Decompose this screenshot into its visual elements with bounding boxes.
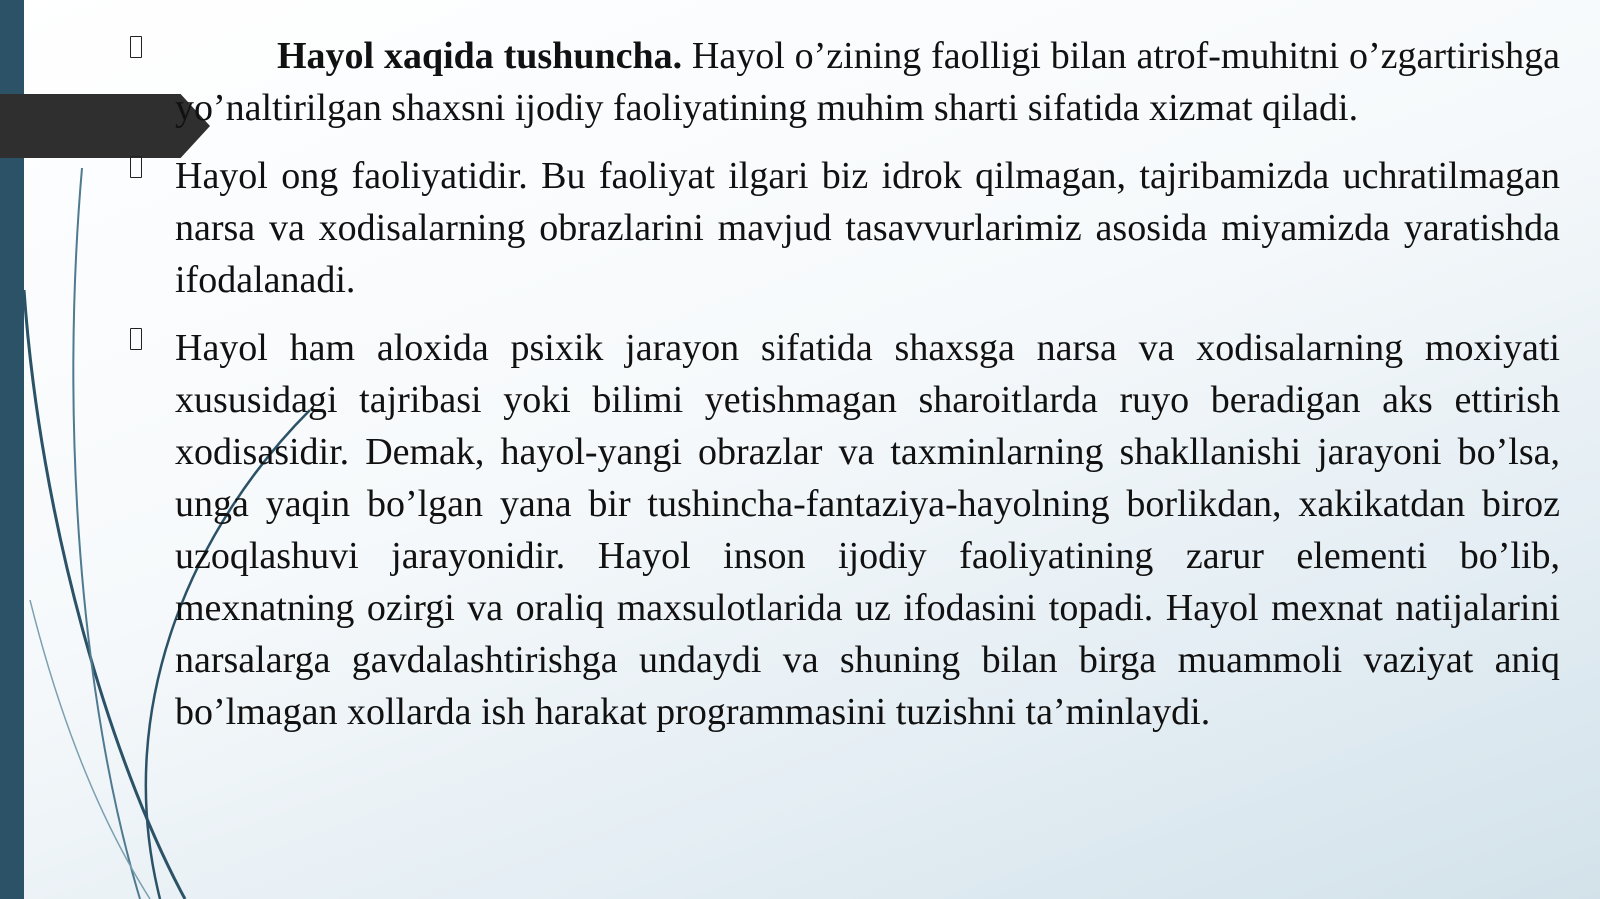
paragraph-2-text	[175, 150, 1560, 306]
paragraph-2-body: Hayol ong faoliyatidir. Bu faoliyat ilgari biz idrok qilmagan, tajribamizda uchratilmagan narsa va xodisalarning obrazlarini mavjud tasavvurlarimiz asosida miyamizda yaratishda ifodalanadi.	[175, 155, 1560, 301]
missing-glyph-box-icon	[130, 36, 142, 58]
paragraph-3	[130, 322, 1560, 738]
paragraph-2	[130, 150, 1560, 306]
paragraph-3-text	[175, 322, 1560, 738]
paragraph-1-body: Hayol o’zining faolligi bilan atrof-muhitni o’zgartirishga yo’naltirilgan shaxsni ijodiy faoliyatining muhim sharti sifatida xizmat qiladi.	[175, 35, 1560, 129]
missing-glyph-box-icon	[130, 156, 142, 178]
paragraph-1-text	[175, 30, 1560, 134]
slide-content	[130, 30, 1560, 754]
paragraph-1	[130, 30, 1560, 134]
paragraph-3-body: Hayol ham aloxida psixik jarayon sifatida shaxsga narsa va xodisalarning moxiyati xususidagi tajribasi yoki bilimi yetishmagan sharoitlarda ruyo beradigan aks ettirish xodisasidir. Demak, hayol-yangi obrazlar va taxminlarning shakllanishi jarayoni bo’lsa, unga yaqin bo’lgan yana bir tushincha-fantaziya-hayolning borlikdan, xakikatdan biroz uzoqlashuvi jarayonidir. Hayol inson ijodiy faoliyatining zarur elementi bo’lib, mexnatning ozirgi va oraliq maxsulotlarida uz ifodasini topadi. Hayol mexnat natijalarini narsalarga gavdalashtirishga undaydi va shuning bilan birga muammoli vaziyat aniq bo’lmagan xollarda ish harakat programmasini tuzishni ta’minlaydi.	[175, 327, 1560, 733]
paragraph-1-lead: Hayol xaqida tushuncha.	[277, 35, 683, 77]
missing-glyph-box-icon	[130, 328, 142, 350]
